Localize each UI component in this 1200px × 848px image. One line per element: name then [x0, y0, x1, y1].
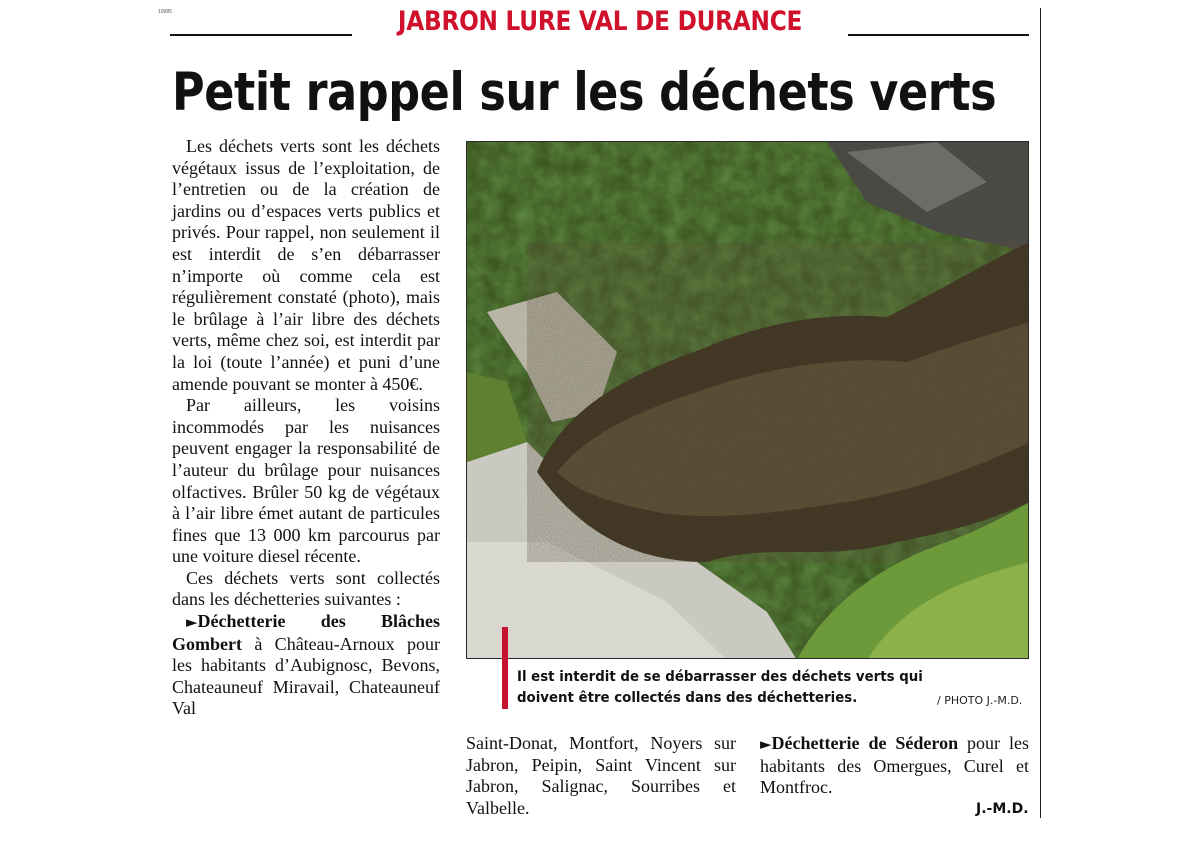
- article-headline: Petit rappel sur les déchets verts: [172, 62, 997, 123]
- paragraph-1: Les déchets verts sont les déchets végétaux issus de l’exploitation, de l’entretien ou de la création de jardins ou d’espaces verts publics et privés. Pour rappel, non seulement il est interdit de s’en débarrasser n’importe où comme cela est régulièrement constaté (photo), mais le brûlage à l’air libre des déchets verts, même chez soi, est interdit par la loi (toute l’année) et puni d’une amende pouvant se monter à 450€.: [172, 136, 440, 394]
- article-column-2: [466, 733, 736, 819]
- caption-accent-bar: [502, 627, 508, 709]
- triangle-bullet-icon: ►: [186, 613, 198, 632]
- dechetterie-1-name: Déchetterie des Blâches Gombert: [172, 611, 440, 654]
- page-code: 10985: [158, 9, 172, 15]
- article-column-1: [172, 136, 440, 720]
- article-photo: [466, 141, 1029, 659]
- paragraph-3: Ces déchets verts sont collectés dans les déchetteries suivantes :: [172, 567, 440, 610]
- rubric-rule-right: [848, 34, 1029, 36]
- triangle-bullet-icon: ►: [760, 735, 772, 753]
- green-waste-pile-photo: [467, 142, 1029, 659]
- dechetterie-2-name: Déchetterie de Séderon: [771, 733, 959, 753]
- paragraph-2: Par ailleurs, les voisins incommodés par les nuisances peuvent engager la responsabilité de l’auteur du brûlage pour nuisances olfactives. Brûler 50 kg de végétaux à l’air libre émet autant de particules fines que 13 000 km parcourus par une voiture diesel récente.: [172, 395, 440, 567]
- photo-credit: / PHOTO J.-M.D.: [937, 694, 1023, 707]
- article-column-3: [760, 733, 1029, 799]
- dechetterie-1-continued: Saint-Donat, Montfort, Noyers sur Jabron, Peipin, Saint Vincent sur Jabron, Salignac, Sourribes et Valbelle.: [466, 733, 736, 818]
- author-signature: J.-M.D.: [976, 801, 1029, 817]
- dechetterie-1-text: à Château-Arnoux pour les habitants d’Aubignosc, Bevons, Chateauneuf Miravail, Chateauneuf Val: [172, 633, 440, 719]
- column-divider: [1040, 8, 1041, 818]
- paragraph-dechetterie-1: [172, 611, 440, 720]
- dechetterie-2-text: pour les habitants des Omergues, Curel et Montfroc.: [760, 733, 1029, 798]
- photo-caption: Il est interdit de se débarrasser des déchets verts qui doivent être collectés dans des déchetteries.: [517, 669, 923, 706]
- rubric-rule-left: [170, 34, 352, 36]
- paragraph-dechetterie-2: [760, 733, 1029, 799]
- section-rubric: JABRON LURE VAL DE DURANCE: [397, 6, 803, 37]
